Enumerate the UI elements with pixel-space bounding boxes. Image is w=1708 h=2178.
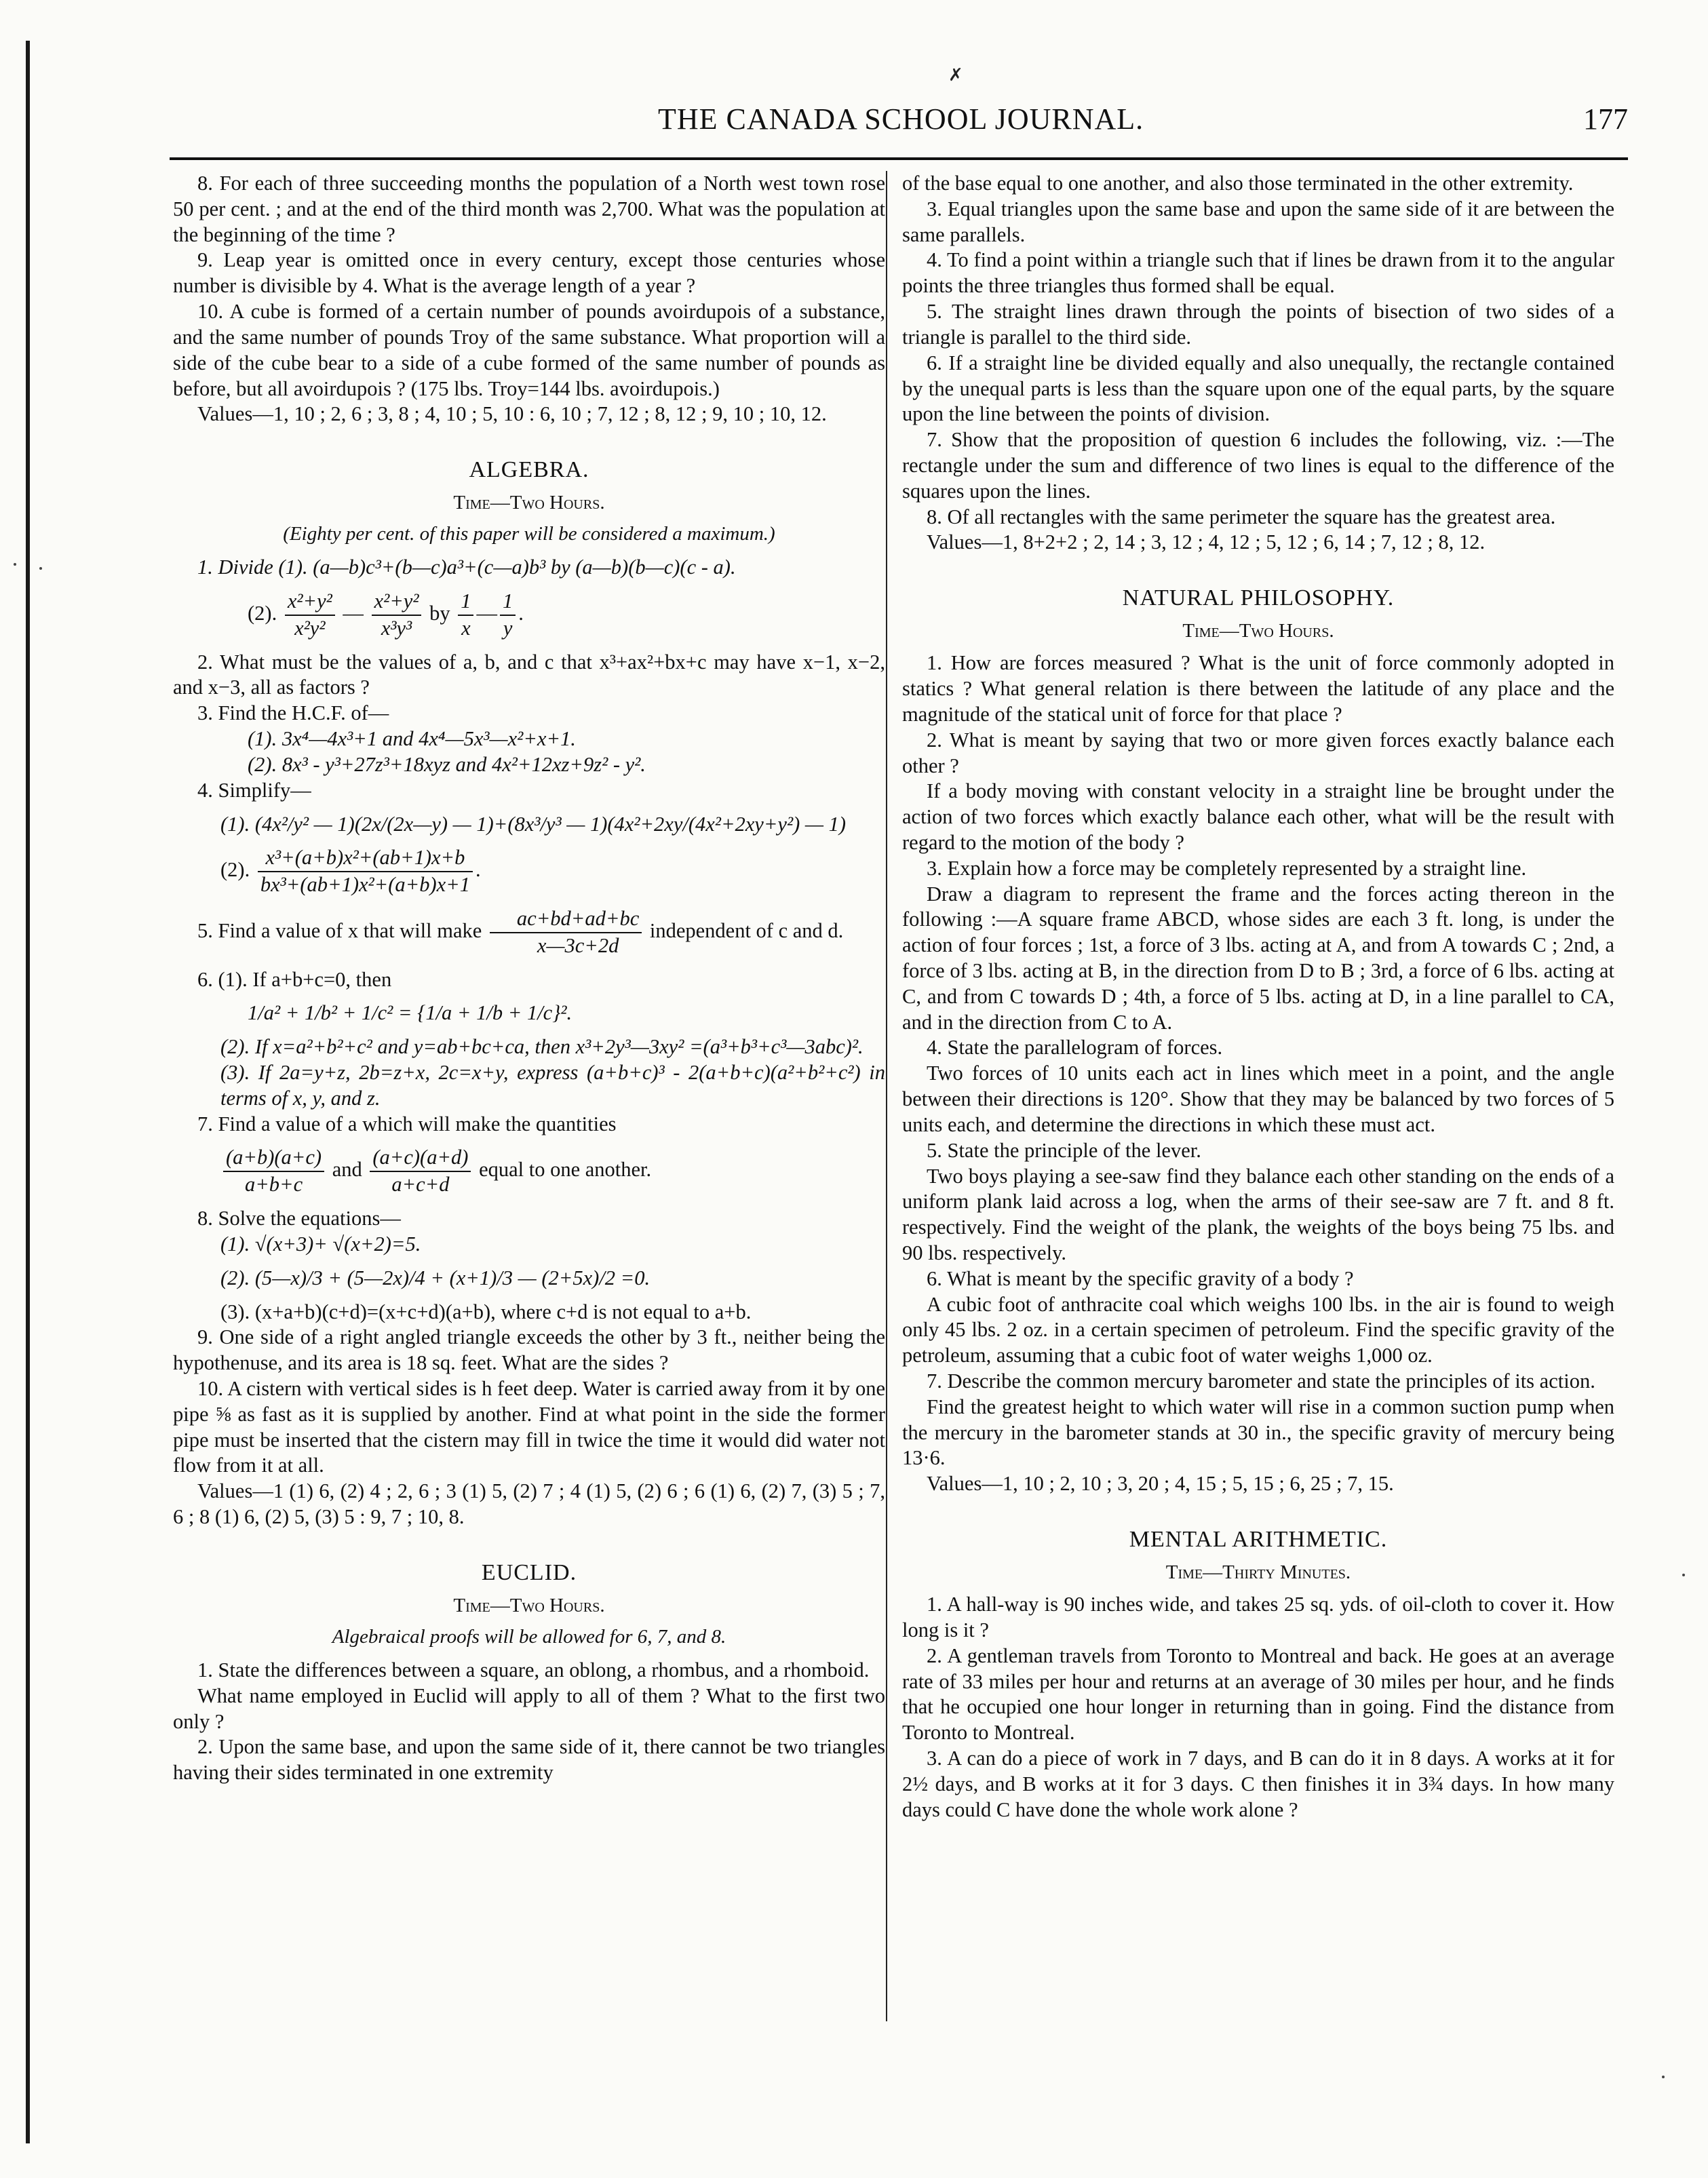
question-text: equal to one another. [479, 1158, 652, 1182]
mental-arithmetic-question-1: 1. A hall-way is 90 inches wide, and takes 25 sq. yds. of oil-cloth to cover it. How long is it ? [902, 1593, 1614, 1642]
natural-philosophy-values: Values—1, 10 ; 2, 10 ; 3, 20 ; 4, 15 ; 5, 15 ; 6, 25 ; 7, 15. [927, 1472, 1394, 1496]
natural-philosophy-question-7b: Find the greatest height to which water will rise in a common suction pump when the mercury in the barometer stands at 30 in., the specific gravity of mercury being 13·6. [902, 1395, 1614, 1470]
algebra-question-6-part-3: (3). If 2a=y+z, 2b=z+x, 2c=x+y, express (a+b+c)³ - 2(a+b+c)(a²+b²+c²) in terms of x, y, and z. [220, 1061, 885, 1110]
mental-arithmetic-question-2: 2. A gentleman travels from Toronto to Montreal and back. He goes at an average rate of 33 miles per hour and returns at an average of 30 miles per hour, and he finds that he occupied one hour longer in returning than in going. Find the distance from Toronto to Montreal. [902, 1644, 1614, 1745]
numerator: x²+y² [372, 589, 422, 616]
right-column [902, 171, 1614, 1823]
arithmetic-values: Values—1, 10 ; 2, 6 ; 3, 8 ; 4, 10 ; 5, 10 : 6, 10 ; 7, 12 ; 8, 12 ; 9, 10 ; 10, 12. [197, 402, 827, 426]
algebra-question-3: 3. Find the H.C.F. of— [197, 701, 389, 725]
algebra-heading: ALGEBRA. [469, 457, 589, 483]
ink-speck [1662, 2076, 1665, 2078]
numerator: x²+y² [285, 589, 335, 616]
euclid-question-4: 4. To find a point within a triangle such that if lines be drawn from it to the angular points the three triangles thus formed shall be equal. [902, 248, 1614, 298]
algebra-question-5 [173, 906, 885, 959]
algebra-question-8: 8. Solve the equations— [197, 1207, 401, 1230]
numerator: ac+bd+ad+bc [490, 906, 642, 933]
euclid-question-2-continued: of the base equal to one another, and also those terminated in the other extremity. [902, 172, 1574, 195]
fraction [223, 1145, 324, 1198]
fraction [285, 589, 335, 642]
page-header [170, 95, 1628, 142]
algebra-question-6-part-2: (2). If x=a²+b²+c² and y=ab+bc+ca, then x³+2y³—3xy² =(a³+b³+c³—3abc)². [220, 1035, 863, 1059]
ink-speck [1682, 1574, 1685, 1576]
and-word: and [332, 1158, 362, 1182]
euclid-question-2: 2. Upon the same base, and upon the same side of it, there cannot be two triangles having their sides terminated in one extremity [173, 1735, 885, 1785]
algebra-question-2: 2. What must be the values of a, b, and c that x³+ax²+bx+c may have x−1, x−2, and x−3, all as factors ? [173, 650, 885, 699]
natural-philosophy-question-4: 4. State the parallelogram of forces. [927, 1036, 1223, 1059]
euclid-question-5: 5. The straight lines drawn through the points of bisection of two sides of a triangle is parallel to the third side. [902, 300, 1614, 349]
algebra-question-4-part-1: (1). (4x²/y² — 1)(2x/(2x—y) — 1)+(8x³/y³ — 1)(4x²+2xy/(4x²+2xy+y²) — 1) [220, 812, 847, 836]
natural-philosophy-question-4b: Two forces of 10 units each act in lines which meet in a point, and the angle between their directions is 120°. Show that they may be balanced by two forces of 5 units each, and determine the directions in which these must act. [902, 1062, 1614, 1136]
euclid-question-8: 8. Of all rectangles with the same perimeter the square has the greatest area. [927, 505, 1556, 528]
euclid-heading: EUCLID. [481, 1559, 577, 1585]
mental-arithmetic-question-3: 3. A can do a piece of work in 7 days, and B can do it in 8 days. A works at it for 2½ days, and B works at it for 3 days. C then finishes it in 3¾ days. In how many days could C have done the whole work alone ? [902, 1747, 1614, 1821]
algebra-question-3-part-1: (1). 3x⁴—4x³+1 and 4x⁴—5x³—x²+x+1. [248, 727, 576, 751]
natural-philosophy-question-2b: If a body moving with constant velocity in a straight line be brought under the action of two forces which exactly balance each other, what will be the result with regard to the motion of the body ? [902, 779, 1614, 854]
algebra-question-9: 9. One side of a right angled triangle exceeds the other by 3 ft., neither being the hypothenuse, and its area is 18 sq. feet. What are the sides ? [173, 1325, 885, 1375]
part-label: (2). [220, 858, 250, 882]
page-binding-edge [26, 41, 30, 2143]
question-text: 5. Find a value of x that will make [197, 918, 482, 942]
numerator: 1 [458, 589, 473, 616]
ink-mark: ✗ [948, 65, 963, 85]
algebra-question-7: 7. Find a value of a which will make the quantities [197, 1112, 617, 1135]
fraction [370, 1145, 471, 1198]
algebra-question-1: 1. Divide (1). (a—b)c³+(b—c)a³+(c—a)b³ by (a—b)(b—c)(c - a). [197, 556, 736, 579]
euclid-question-6: 6. If a straight line be divided equally and also unequally, the rectangle contained by the unequal parts is less than the square upon one of the equal parts, by the square upon the line between the points of division. [902, 351, 1614, 426]
natural-philosophy-question-3b: Draw a diagram to represent the frame and the forces acting thereon in the following :—A square frame ABCD, whose sides are each 3 ft. long, is under the action of four forces ; 1st, a force of 3 lbs. acting at A, and from A towards C ; 2nd, a force of 3 lbs. acting at B, in the direction from D to B ; 3rd, a force of 6 lbs. acting at C, and from C towards D ; 4th, a force of 5 lbs. acting at D, in a line parallel to CA, and in the direction from C to A. [902, 882, 1614, 1034]
algebra-question-4-part-2: (2). $\frac{\text{x³+(a+b)x²+(ab+1)x+b}}{\text{bx³+(ab+1)x²+(a+b)x+1}}$ . [173, 845, 885, 898]
column-divider [886, 171, 887, 2021]
algebra-question-1-part-2: (2). $\frac{\text{x²+y²}}{\text{x²y²}}$ — $\frac{\text{x²+y²}}{\text{x³y³}}$ by $\frac{1}{x}$ — $\frac{1}{y}$ . [173, 589, 885, 642]
page-number: 177 [1583, 102, 1628, 136]
algebra-question-6-part-1: 6. (1). If a+b+c=0, then [197, 967, 392, 991]
numerator: (a+c)(a+d) [370, 1145, 471, 1172]
natural-philosophy-heading: NATURAL PHILOSOPHY. [1122, 585, 1395, 611]
numerator: x³+(a+b)x²+(ab+1)x+b [258, 845, 473, 872]
journal-title: THE CANADA SCHOOL JOURNAL. [658, 102, 1144, 136]
fraction [372, 589, 422, 642]
algebra-question-3-part-2: (2). 8x³ - y³+27z³+18xyz and 4x²+12xz+9z² - y². [248, 752, 646, 776]
denominator: a+b+c [244, 1173, 303, 1197]
arithmetic-question-10: 10. A cube is formed of a certain number of pounds avoirdupois of a substance, and the same number of pounds Troy of the same substance. What proportion will a side of the cube bear to a side of a cube formed of the same number of pounds as before, but all avoirdupois ? (175 lbs. Troy=144 lbs. avoirdupois.) [173, 300, 885, 400]
algebra-question-6-equation: 1/a² + 1/b² + 1/c² = {1/a + 1/b + 1/c}². [248, 1001, 572, 1025]
algebra-time: Time—Two Hours. [453, 492, 605, 514]
algebra-question-7-expressions [173, 1145, 885, 1198]
algebra-question-8-part-2: (2). (5—x)/3 + (5—2x)/4 + (x+1)/3 — (2+5x)/2 =0. [220, 1266, 651, 1289]
denominator: y [503, 616, 513, 640]
header-rule [170, 157, 1628, 160]
operator: — [343, 601, 364, 625]
arithmetic-question-8: 8. For each of three succeeding months the population of a North west town rose 50 per cent. ; and at the end of the third month was 2,700. What was the population at the beginning of the time ? [173, 172, 885, 246]
part-label: (2). [248, 601, 277, 625]
natural-philosophy-question-5b: Two boys playing a see-saw find they balance each other standing on the ends of a uniform plank laid across a log, when the arms of their see-saw are 7 ft. and 8 ft. respectively. Find the weight of the plank, the weights of the boys being 75 lbs. and 90 lbs. respectively. [902, 1164, 1614, 1264]
fraction [258, 845, 473, 898]
natural-philosophy-question-1: 1. How are forces measured ? What is the unit of force commonly adopted in statics ? What general relation is there between the latitude of any place and the magnitude of the statical unit of force for that place ? [902, 651, 1614, 726]
denominator: a+c+d [391, 1173, 450, 1197]
natural-philosophy-question-3: 3. Explain how a force may be completely represented by a straight line. [927, 856, 1527, 880]
fraction [490, 906, 642, 959]
euclid-values: Values—1, 8+2+2 ; 2, 14 ; 3, 12 ; 4, 12 ; 5, 12 ; 6, 14 ; 7, 12 ; 8, 12. [927, 530, 1486, 554]
denominator: x [461, 616, 471, 640]
euclid-question-1: 1. State the differences between a square, an oblong, a rhombus, and a rhomboid. [197, 1658, 870, 1681]
numerator: (a+b)(a+c) [223, 1145, 324, 1172]
natural-philosophy-question-2: 2. What is meant by saying that two or more given forces exactly balance each other ? [902, 728, 1614, 777]
natural-philosophy-question-6b: A cubic foot of anthracite coal which weighs 100 lbs. in the air is found to weigh only 45 lbs. 2 oz. in a certain specimen of petroleum. Find the specific gravity of the petroleum, assuming that a cubic foot of water weighs 1,000 oz. [902, 1292, 1614, 1367]
euclid-time: Time—Two Hours. [453, 1594, 605, 1616]
euclid-question-1-continued: What name employed in Euclid will apply to all of them ? What to the first two only ? [173, 1684, 885, 1733]
fraction [458, 589, 473, 642]
denominator: x³y³ [381, 616, 412, 640]
mental-arithmetic-heading: MENTAL ARITHMETIC. [1129, 1527, 1388, 1553]
algebra-values: Values—1 (1) 6, (2) 4 ; 2, 6 ; 3 (1) 5, (2) 7 ; 4 (1) 5, (2) 6 ; 6 (1) 6, (2) 7, (3) 5 ; 7, 6 ; 8 (1) 6, (2) 5, (3) 5 : 9, 7 ; 10, 8. [173, 1479, 885, 1528]
natural-philosophy-question-5: 5. State the principle of the lever. [927, 1138, 1201, 1162]
natural-philosophy-question-7: 7. Describe the common mercury barometer and state the principles of its action. [927, 1369, 1595, 1393]
euclid-question-7: 7. Show that the proposition of question 6 includes the following, viz. :—The rectangle under the sum and difference of two lines is equal to the difference of the squares upon the lines. [902, 428, 1614, 503]
algebra-question-8-part-1: (1). √(x+3)+ √(x+2)=5. [220, 1232, 421, 1256]
ink-speck [14, 563, 16, 566]
euclid-question-3: 3. Equal triangles upon the same base and upon the same side of it are between the same parallels. [902, 197, 1614, 246]
algebra-question-8-part-3: (3). (x+a+b)(c+d)=(x+c+d)(a+b), where c+d is not equal to a+b. [220, 1300, 752, 1323]
arithmetic-question-9: 9. Leap year is omitted once in every century, except those centuries whose number is divisible by 4. What is the average length of a year ? [173, 248, 885, 298]
algebra-question-4: 4. Simplify— [197, 778, 311, 802]
denominator: bx³+(ab+1)x²+(a+b)x+1 [260, 873, 471, 897]
numerator: 1 [500, 589, 516, 616]
mental-arithmetic-time: Time—Thirty Minutes. [1165, 1561, 1351, 1584]
natural-philosophy-time: Time—Two Hours. [1182, 620, 1334, 642]
natural-philosophy-question-6: 6. What is meant by the specific gravity of a body ? [927, 1266, 1354, 1290]
denominator: x²y² [294, 616, 326, 640]
by-word: by [429, 601, 450, 625]
ink-speck [39, 567, 42, 570]
euclid-note: Algebraical proofs will be allowed for 6, 7, and 8. [332, 1625, 726, 1648]
fraction [500, 589, 516, 642]
question-text: independent of c and d. [649, 918, 844, 942]
algebra-question-10: 10. A cistern with vertical sides is h feet deep. Water is carried away from it by one pipe ⅝ as fast as it is supplied by another. Find at what point in the side the former pipe must be inserted that the cistern may fill in twice the time it would did water not flow from it at all. [173, 1376, 885, 1477]
algebra-note: (Eighty per cent. of this paper will be considered a maximum.) [283, 523, 775, 545]
denominator: x—3c+2d [537, 933, 619, 957]
left-column [173, 171, 885, 1786]
